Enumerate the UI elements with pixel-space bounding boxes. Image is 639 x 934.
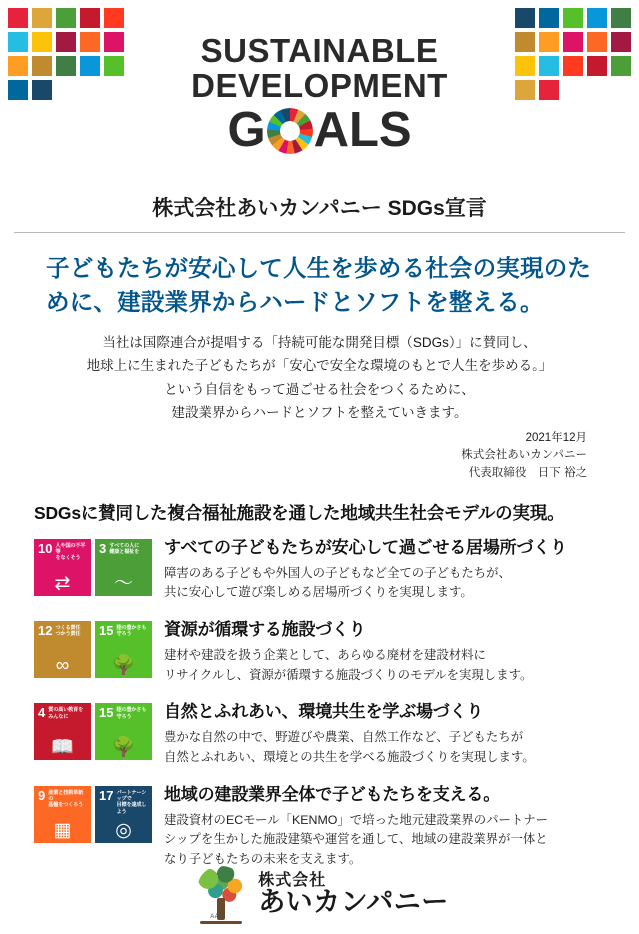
signature-company: 株式会社あいカンパニー bbox=[461, 449, 587, 462]
sdg-goal-glyph-icon: ◎ bbox=[115, 819, 132, 841]
sdg-goal-label: パートナーシップで 目標を達成しよう bbox=[116, 789, 147, 815]
goal-title: 自然とふれあい、環境共生を学ぶ場づくり bbox=[164, 702, 484, 722]
sdg-logo-line1: SUSTAINABLE bbox=[200, 32, 439, 69]
goal-title: 資源が循環する施設づくり bbox=[164, 620, 366, 640]
sdg-goal-15-icon bbox=[95, 703, 152, 760]
sdg-goal-3-icon bbox=[95, 539, 152, 596]
sdg-goal-label: 人や国の不平等 をなくそう bbox=[55, 542, 86, 562]
sdg-logo-goals bbox=[0, 103, 639, 157]
sdg-goal-glyph-icon: ∞ bbox=[55, 655, 70, 677]
sdg-goal-label: 質の高い教育を みんなに bbox=[48, 707, 84, 720]
lead-line: 地球上に生まれた子どもたちが「安心で安全な環境のもとで人生を歩める。」 bbox=[86, 358, 553, 374]
lead-line: という自信をもって過ごせる社会をつくるために、 bbox=[164, 381, 475, 397]
company-logo-text bbox=[258, 873, 449, 916]
goal-row bbox=[34, 619, 615, 685]
sdg-goal-15-icon bbox=[95, 621, 152, 678]
sdg-color-square bbox=[56, 8, 76, 28]
logo-sub-text: AAC bbox=[210, 914, 225, 920]
goal-description: 建設資材のECモール「KENMO」で培った地元建設業界のパートナー シップを生かした施設建築や運営を通して、地域の建設業界が一体と なり子どもたちの未来を支えます。 bbox=[164, 812, 549, 866]
signature-date: 2021年12月 bbox=[525, 432, 587, 444]
sdg-goal-number: 15 bbox=[99, 623, 114, 639]
sdg-color-square bbox=[8, 8, 28, 28]
sdg-logo-goals-post: ALS bbox=[313, 103, 412, 157]
goals-list bbox=[0, 537, 639, 870]
sdg-goal-label: すべての人に 健康と福祉を bbox=[109, 542, 140, 556]
sdg-goal-number: 3 bbox=[99, 540, 107, 556]
sdg-color-square bbox=[104, 8, 124, 28]
sdg-goal-number: 12 bbox=[38, 623, 53, 639]
lead-line: 当社は国際連合が提唱する「持続可能な開発目標（SDGs）」に賛同し、 bbox=[102, 335, 537, 351]
sdg-goal-glyph-icon: ▦ bbox=[53, 819, 72, 841]
lead-line: 建設業界からハードとソフトを整えていきます。 bbox=[171, 404, 468, 420]
goal-title: すべての子どもたちが安心して過ごせる居場所づくり bbox=[164, 537, 567, 557]
sdg-goal-number: 4 bbox=[38, 705, 46, 721]
company-logo bbox=[0, 864, 639, 926]
sdg-goal-glyph-icon: 🌳 bbox=[111, 737, 136, 759]
sdg-color-square bbox=[32, 8, 52, 28]
sdg-goal-9-icon bbox=[34, 786, 91, 843]
sdg-logo-goals-pre: G bbox=[227, 103, 266, 157]
sdg-goal-glyph-icon: 📖 bbox=[50, 737, 75, 759]
sdg-logo bbox=[0, 34, 639, 155]
sdg-goal-4-icon bbox=[34, 703, 91, 760]
goal-text bbox=[164, 784, 615, 870]
tree-logo-icon bbox=[190, 864, 252, 926]
goal-icons bbox=[34, 786, 152, 843]
sdg-goal-label: 産業と技術革新の 基盤をつくろう bbox=[48, 789, 84, 809]
sdg-goal-label: つくる責任 つかう責任 bbox=[55, 625, 81, 638]
sdg-color-wheel-icon bbox=[267, 108, 313, 154]
sdg-color-square bbox=[587, 8, 607, 28]
sdg-goal-12-icon bbox=[34, 621, 91, 678]
header-band bbox=[0, 0, 639, 186]
goal-row bbox=[34, 701, 615, 767]
sdg-goal-glyph-icon: 〜 bbox=[113, 572, 133, 594]
sdg-goal-label: 陸の豊かさも 守ろう bbox=[116, 707, 147, 720]
page-title: 株式会社あいカンパニー SDGs宣言 bbox=[152, 197, 487, 220]
signature-role-name: 代表取締役 日下 裕之 bbox=[468, 466, 587, 479]
goal-row bbox=[34, 784, 615, 870]
goal-description: 建材や建設を扱う企業として、あらゆる廃材を建設材料に リサイクルし、資源が循環する施設づくりのモデルを実現します。 bbox=[164, 648, 533, 682]
headline: 子どもたちが安心して人生を歩める社会の実現のために、建設業界からハードとソフトを整える。 bbox=[46, 255, 592, 316]
sdg-goal-10-icon bbox=[34, 539, 91, 596]
sdg-goal-glyph-icon: 🌳 bbox=[111, 655, 136, 677]
goal-icons bbox=[34, 539, 152, 596]
lead-paragraph bbox=[0, 325, 639, 424]
section-heading: SDGsに賛同した複合福祉施設を通した地域共生社会モデルの実現。 bbox=[34, 502, 565, 523]
goal-description: 障害のある子どもや外国人の子どもなど全ての子どもたちが、 共に安心して遊び楽しめる居場所づくりを実現します。 bbox=[164, 565, 511, 600]
signature-block bbox=[0, 424, 639, 482]
sdg-logo-line2: DEVELOPMENT bbox=[191, 67, 448, 104]
goal-text bbox=[164, 619, 615, 685]
sdg-color-square bbox=[539, 8, 559, 28]
goal-icons bbox=[34, 703, 152, 760]
sdg-color-square bbox=[80, 8, 100, 28]
sdg-goal-number: 15 bbox=[99, 705, 114, 721]
goal-title: 地域の建設業界全体で子どもたちを支える。 bbox=[164, 784, 500, 804]
goal-description: 豊かな自然の中で、野遊びや農業、自然工作など、子どもたちが 自然とふれあい、環境との共生を学べる施設づくりを実現します。 bbox=[164, 730, 535, 764]
sdg-color-square bbox=[563, 8, 583, 28]
company-name: あいカンパニー bbox=[258, 887, 449, 918]
goal-text bbox=[164, 537, 615, 603]
goal-row bbox=[34, 537, 615, 603]
sdg-goal-glyph-icon: ⇄ bbox=[54, 572, 71, 594]
company-prefix: 株式会社 bbox=[258, 872, 327, 890]
sdg-goal-number: 17 bbox=[99, 787, 114, 803]
sdg-goal-number: 10 bbox=[38, 540, 53, 556]
goal-icons bbox=[34, 621, 152, 678]
sdg-goal-label: 陸の豊かさも 守ろう bbox=[116, 625, 147, 638]
sdg-goal-number: 9 bbox=[38, 787, 46, 803]
sdg-goal-17-icon bbox=[95, 786, 152, 843]
goal-text bbox=[164, 701, 615, 767]
sdg-color-square bbox=[515, 8, 535, 28]
sdg-color-square bbox=[611, 8, 631, 28]
